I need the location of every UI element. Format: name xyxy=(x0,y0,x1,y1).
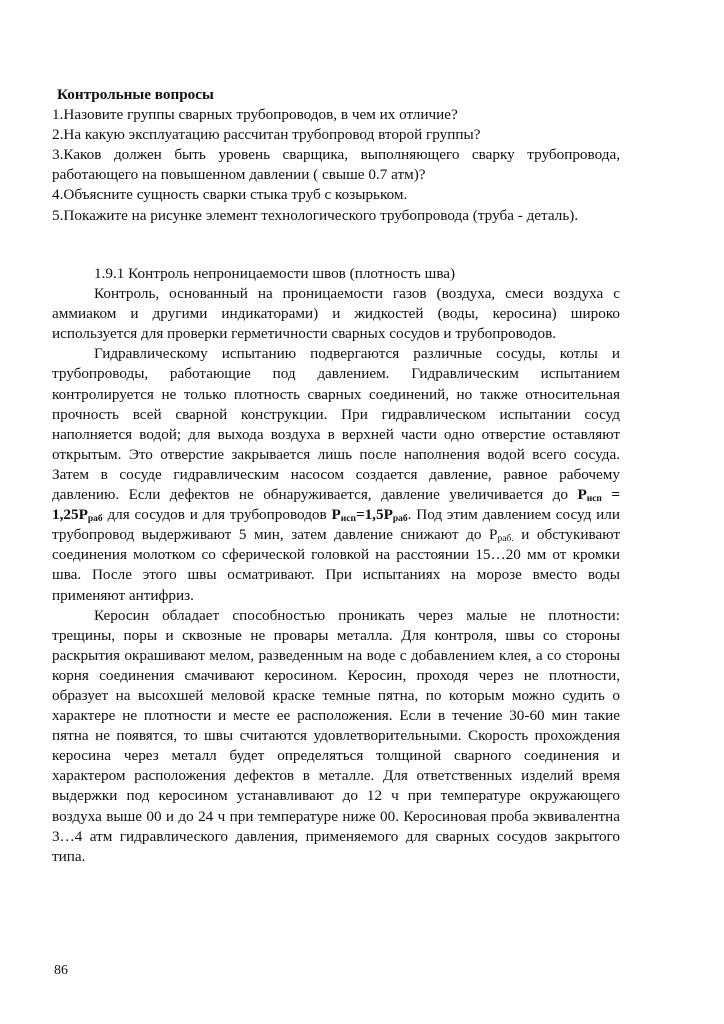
formula-vessel-pressure: $P_{исп} = 1,25P_{раб}$ xyxy=(52,486,621,525)
subscript-working-reduced: раб. xyxy=(497,534,514,545)
control-questions xyxy=(52,85,620,226)
subscript-test: исп xyxy=(340,514,356,525)
subscript-working: раб xyxy=(87,514,103,525)
subscript-test: исп xyxy=(586,494,602,505)
questions-heading: Контрольные вопросы xyxy=(57,86,214,103)
section-title: 1.9.1 Контроль непроницаемости швов (плотность шва) xyxy=(94,265,456,282)
question-1: 1.Назовите группы сварных трубопроводов, в чем их отличие? xyxy=(52,106,458,124)
subscript-working: раб xyxy=(392,514,408,525)
question-2: 2.На какую эксплуатацию рассчитан трубопровод второй группы? xyxy=(52,126,481,144)
question-4: 4.Объясните сущность сварки стыка труб с козырьком. xyxy=(52,186,408,204)
hydraulic-text-3: . Под этим давлением сосуд или трубопровод выдерживают 5 мин, затем давление снижают до P xyxy=(52,506,620,544)
hydraulic-text-1: Гидравлическому испытанию подвергаются различные сосуды, котлы и трубопроводы, работающие под давлением. Гидравлическим испытанием контролируется не только плотность сварных соединений, но также относительная прочность всей сварной конструкции. При гидравлическом испытании сосуд наполняется водой; для выхода воздуха в верхней части одно отверстие оставляют открытым. Это отверстие закрывается лишь после наполнения водой всего сосуда. Затем в сосуде гидравлическим насосом создается давление, равное рабочему давлению. Если дефектов не обнаруживается, давление увеличивается до xyxy=(52,345,620,504)
paragraph-hydraulic-test xyxy=(52,344,620,605)
page-number: 86 xyxy=(54,963,68,978)
question-3: 3.Каков должен быть уровень сварщика, выполняющего сварку трубопровода, работающего на повышенном давлении ( свыше 0.7 атм)? xyxy=(52,146,620,184)
hydraulic-text-2: для сосудов и для трубопроводов xyxy=(107,506,327,524)
paragraph-kerosene-test: Керосин обладает способностью проникать через малые не плотности: трещины, поры и сквозные не провары металла. Для контроля, швы со стороны раскрытия окрашивают мелом, разведенным на воде с добавлением клея, а со стороны корня соединения смачивают керосином. Керосин, проходя через не плотности, образует на высохшей меловой краске темные пятна, по которым можно судить о характере не плотности и месте ее расположения. Если в течение 30-60 мин такие пятна не появятся, то швы считаются удовлетворительными. Скорость прохождения керосина через металл будет определяться толщиной сварного соединения и характером расположения дефектов в металле. Для ответственных изделий время выдержки под керосином устанавливают до 12 ч при температуре окружающего воздуха выше 00 и до 24 ч при температуре ниже 00. Керосиновая проба эквивалентна 3…4 атм гидравлического давления, применяемого для сварных сосудов закрытого типа. xyxy=(52,606,620,865)
section-1-9-1 xyxy=(52,264,620,867)
formula-pipeline-pressure: $P_{исп}=1,5P_{раб}$ xyxy=(331,506,408,525)
hydraulic-text-4: и обстукивают соединения молотком со сферической головкой на расстоянии 15…20 мм от кромки шва. После этого швы осматривают. При испытаниях на морозе вместо воды применяют антифриз. xyxy=(52,526,620,604)
paragraph-gas-liquid-control: Контроль, основанный на проницаемости газов (воздуха, смеси воздуха с аммиаком и другими индикаторами) и жидкостей (воды, керосина) широко используется для проверки герметичности сварных сосудов и трубопроводов. xyxy=(52,285,620,343)
question-5: 5.Покажите на рисунке элемент технологического трубопровода (труба - деталь). xyxy=(52,206,579,224)
